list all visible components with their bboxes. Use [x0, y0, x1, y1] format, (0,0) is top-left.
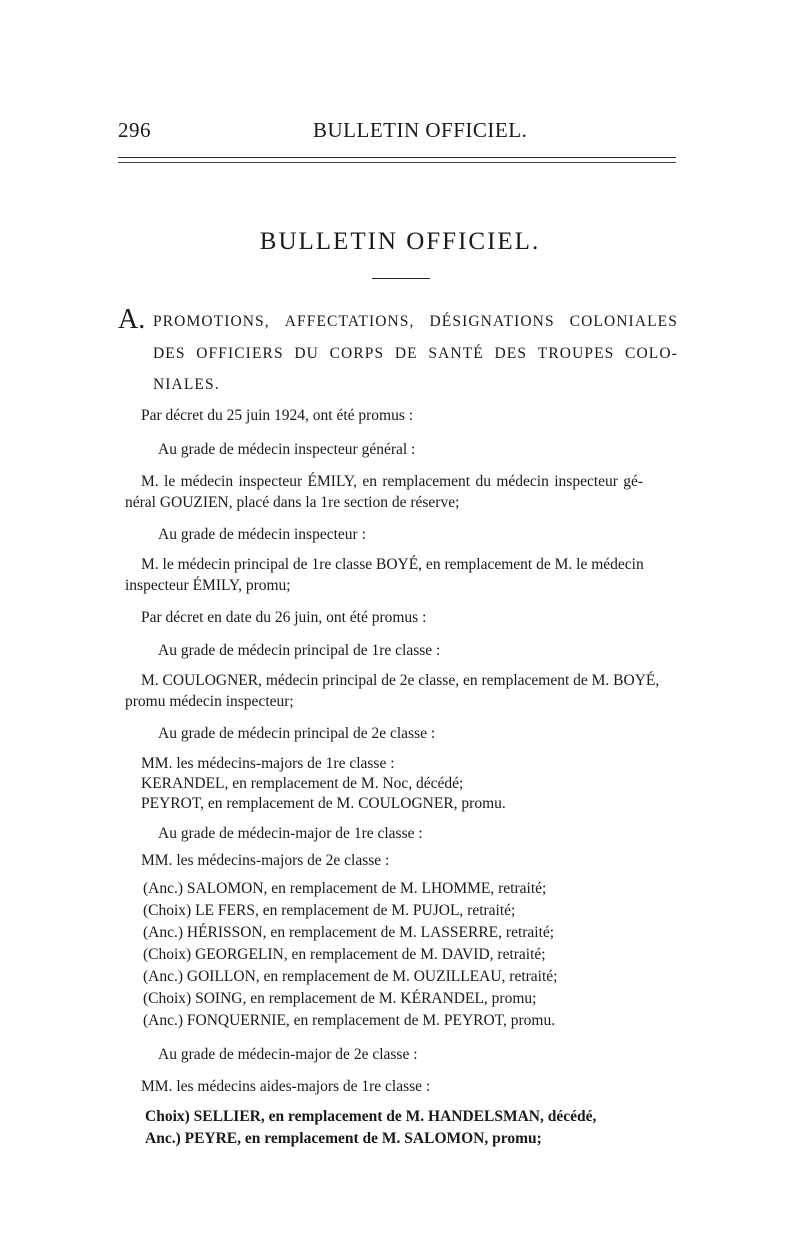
promotion-entry: (Anc.) FONQUERNIE, en remplacement de M. PEYROT, promu. — [143, 1012, 556, 1029]
body-line: M. le médecin principal de 1re classe BOYÉ, en remplacement de M. le médecin — [141, 556, 644, 573]
body-line: néral GOUZIEN, placé dans la 1re section de réserve; — [125, 494, 460, 511]
grade-heading: Au grade de médecin principal de 1re classe : — [158, 642, 441, 659]
promotion-entry: Choix) SELLIER, en remplacement de M. HANDELSMAN, décédé, — [145, 1108, 597, 1125]
header-rule — [118, 157, 676, 163]
heading-word: DU — [294, 345, 319, 362]
body-line: PEYROT, en remplacement de M. COULOGNER, promu. — [141, 795, 506, 812]
grade-heading: Au grade de médecin principal de 2e classe : — [158, 725, 436, 742]
body-line: M. le médecin inspecteur ÉMILY, en remplacement du médecin inspecteur gé- — [141, 473, 644, 490]
body-line: promu médecin inspecteur; — [125, 693, 294, 710]
heading-word: TROUPES — [537, 345, 615, 362]
heading-word: DÉSIGNATIONS — [429, 313, 555, 330]
promotion-entry: (Choix) GEORGELIN, en remplacement de M. DAVID, retraité; — [143, 946, 546, 963]
heading-word: DE — [394, 345, 418, 362]
heading-word: SANTÉ — [428, 345, 484, 362]
heading-word: COLO- — [625, 345, 678, 362]
promotion-entry: (Anc.) HÉRISSON, en remplacement de M. LASSERRE, retraité; — [143, 924, 555, 941]
promotion-entry: (Anc.) GOILLON, en remplacement de M. OUZILLEAU, retraité; — [143, 968, 558, 985]
grade-heading: Au grade de médecin-major de 2e classe : — [158, 1046, 418, 1063]
body-line: M. COULOGNER, médecin principal de 2e classe, en remplacement de M. BOYÉ, — [141, 672, 660, 689]
section-heading-line-1 — [153, 313, 678, 331]
promotion-entry: (Choix) LE FERS, en remplacement de M. PUJOL, retraité; — [143, 902, 516, 919]
body-line: MM. les médecins aides-majors de 1re classe : — [141, 1078, 431, 1095]
body-line: inspecteur ÉMILY, promu; — [125, 577, 291, 594]
page-number: 296 — [118, 118, 151, 142]
title-rule — [372, 278, 430, 279]
promotion-entry: (Anc.) SALOMON, en remplacement de M. LHOMME, retraité; — [143, 880, 547, 897]
section-heading-line-3: NIALES. — [153, 376, 220, 393]
grade-heading: Au grade de médecin inspecteur général : — [158, 441, 416, 458]
body-line: KERANDEL, en remplacement de M. Noc, décédé; — [141, 775, 464, 792]
heading-word: CORPS — [329, 345, 385, 362]
heading-word: DES — [153, 345, 186, 362]
heading-word: COLONIALES — [569, 313, 678, 330]
running-head — [118, 118, 678, 148]
promotion-entry: Anc.) PEYRE, en remplacement de M. SALOMON, promu; — [145, 1130, 542, 1147]
page-title: BULLETIN OFFICIEL. — [259, 228, 541, 255]
grade-heading: Au grade de médecin inspecteur : — [158, 526, 366, 543]
section-letter: A. — [118, 304, 146, 335]
heading-word: OFFICIERS — [196, 345, 284, 362]
heading-word: DES — [494, 345, 528, 362]
promotion-entry: (Choix) SOING, en remplacement de M. KÉRANDEL, promu; — [143, 990, 537, 1007]
body-line: MM. les médecins-majors de 2e classe : — [141, 852, 390, 869]
decree-intro: Par décret du 25 juin 1924, ont été promus : — [141, 407, 414, 424]
decree-intro: Par décret en date du 26 juin, ont été promus : — [141, 609, 427, 626]
heading-word: PROMOTIONS, — [153, 313, 270, 330]
section-heading-line-2 — [153, 345, 678, 363]
running-title: BULLETIN OFFICIEL. — [313, 118, 528, 142]
heading-word: AFFECTATIONS, — [284, 313, 415, 330]
grade-heading: Au grade de médecin-major de 1re classe : — [158, 825, 423, 842]
body-line: MM. les médecins-majors de 1re classe : — [141, 755, 395, 772]
